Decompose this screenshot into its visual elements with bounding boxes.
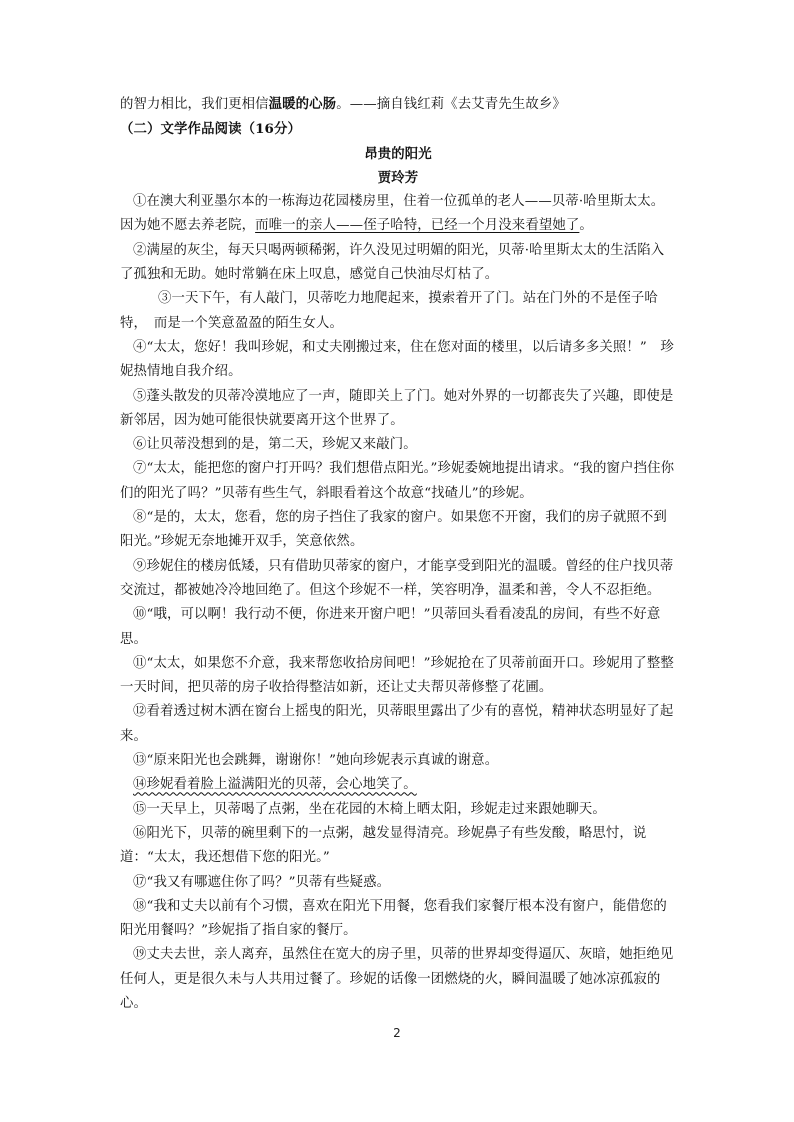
paragraph-text: ⑧“是的，太太，您看，您的房子挡住了我家的窗户。如果您不开窗，我们的房子就照不到阳光。”珍妮无奈地摊开双手，笑意依然。: [120, 510, 667, 550]
paragraph: [120, 822, 676, 871]
paragraph: [120, 385, 676, 434]
section-heading: （二）文学作品阅读（16分）: [120, 121, 302, 138]
paragraph-text: ⑩“哦，可以啊！我行动不便，你进来开窗户吧！”贝蒂回头看看凌乱的房间，有些不好意思。: [120, 607, 661, 647]
paragraph-text: ⑰“我又有哪遮住你了吗？”贝蒂有些疑惑。: [133, 874, 391, 890]
paragraph: [120, 895, 676, 944]
paragraph-text: 。: [579, 218, 593, 234]
paragraph-text: ①在澳大利亚墨尔本的一栋海边花园楼房里，住着一位孤单的老人——贝蒂·哈里斯太太。因为她不愿去养老院，: [120, 194, 665, 234]
paragraph-text: ⑮一天早上，贝蒂喝了点粥，坐在花园的木椅上晒太阳，珍妮走过来跟她聊天。: [133, 801, 606, 817]
paragraph: [120, 287, 676, 336]
paragraph-text: ⑥让贝蒂没想到的是，第二天，珍妮又来敲门。: [133, 437, 417, 453]
underlined-text: ⑭珍妮看着脸上溢满阳光的贝蒂，会心地笑了。: [133, 777, 417, 793]
paragraph: [120, 190, 676, 239]
paragraph: [120, 457, 676, 506]
paragraph-text: ⑪“太太，如果您不介意，我来帮您收拾房间吧！”珍妮抢在了贝蒂前面开口。珍妮用了整整一天时间，把贝蒂的房子收拾得整洁如新，还让丈夫帮贝蒂修整了花圃。: [120, 655, 674, 696]
paragraph-text: ⑫看着透过树木洒在窗台上摇曳的阳光，贝蒂眼里露出了少有的喜悦，精神状态明显好了起来。: [120, 704, 674, 744]
paragraph-text: ⑦“太太，能把您的窗户打开吗？我们想借点阳光。”珍妮委婉地提出请求。“我的窗户挡住你们的阳光了吗？”贝蒂有些生气，斜眼看着这个故意“找碴儿”的珍妮。: [120, 461, 675, 501]
paragraph: [120, 652, 676, 701]
paragraph-text: ⑨珍妮住的楼房低矮，只有借助贝蒂家的窗户，才能享受到阳光的温暖。曾经的住户找贝蒂交流过，都被她冷冷地回绝了。但这个珍妮不一样，笑容明净，温柔和善，令人不忍拒绝。: [120, 558, 674, 598]
paragraph: [120, 555, 676, 604]
paragraph-text: ④“太太，您好！我叫珍妮，和丈夫刚搬过来，住在您对面的楼里，以后请多多关照！” 珍妮热情地自我介绍。: [120, 339, 674, 380]
article-author: 贾玲芳: [377, 169, 419, 186]
paragraph-text: ⑬“原来阳光也会跳舞，谢谢你！”她向珍妮表示真诚的谢意。: [133, 753, 499, 769]
paragraph: [120, 700, 676, 749]
paragraph-text: ②满屋的灰尘，每天只喝两顿稀粥，许久没见过明媚的阳光，贝蒂·哈里斯太太的生活陷入了孤独和无助。她时常躺在床上叹息，感觉自己快油尽灯枯了。: [120, 242, 665, 283]
paragraph-text: ⑯阳光下，贝蒂的碗里剩下的一点粥，越发显得清亮。珍妮鼻子有些发酸，略思忖，说道：“太太，我还想借下您的阳光。”: [120, 825, 647, 866]
paragraph: [120, 773, 676, 797]
paragraph: [120, 433, 676, 457]
page-number: 2: [393, 1026, 401, 1040]
paragraph: [120, 506, 676, 555]
article-title: 昂贵的阳光: [364, 145, 432, 162]
document-body: [120, 92, 676, 1016]
paragraph-text: ③一天下午，有人敲门，贝蒂吃力地爬起来，摸索着开了门。站在门外的不是侄子哈特， 而是一个笑意盈盈的陌生女人。: [120, 291, 658, 331]
paragraph: [120, 239, 676, 288]
intro-prefix: 的智力相比，我们更相信: [120, 97, 269, 112]
paragraph-list: [120, 190, 676, 1016]
paragraph: [120, 943, 676, 1016]
paragraph: [120, 871, 676, 895]
paragraph: [120, 749, 676, 773]
underlined-text: 而唯一的亲人——侄子哈特，已经一个月没来看望她了: [255, 218, 580, 234]
intro-bold-phrase: 温暖的心肠: [268, 96, 337, 112]
paragraph-text: ⑱“我和丈夫以前有个习惯，喜欢在阳光下用餐，您看我们家餐厅根本没有窗户，能借您的阳光用餐吗？”珍妮指了指自家的餐厅。: [120, 898, 667, 939]
paragraph: [120, 603, 676, 652]
intro-line: [120, 92, 676, 117]
paragraph: [120, 798, 676, 822]
intro-suffix: 。——摘自钱红莉《去艾青先生故乡》: [336, 97, 566, 112]
paragraph-text: ⑲丈夫去世，亲人离弃，虽然住在宽大的房子里，贝蒂的世界却变得逼仄、灰暗，她拒绝见任何人，更是很久未与人共用过餐了。珍妮的话像一团燃烧的火，瞬间温暖了她冰凉孤寂的心。: [120, 947, 674, 1011]
paragraph: [120, 336, 676, 385]
paragraph-text: ⑤蓬头散发的贝蒂冷漠地应了一声，随即关上了门。她对外界的一切都丧失了兴趣，即使是新邻居，因为她可能很快就要离开这个世界了。: [120, 388, 674, 428]
